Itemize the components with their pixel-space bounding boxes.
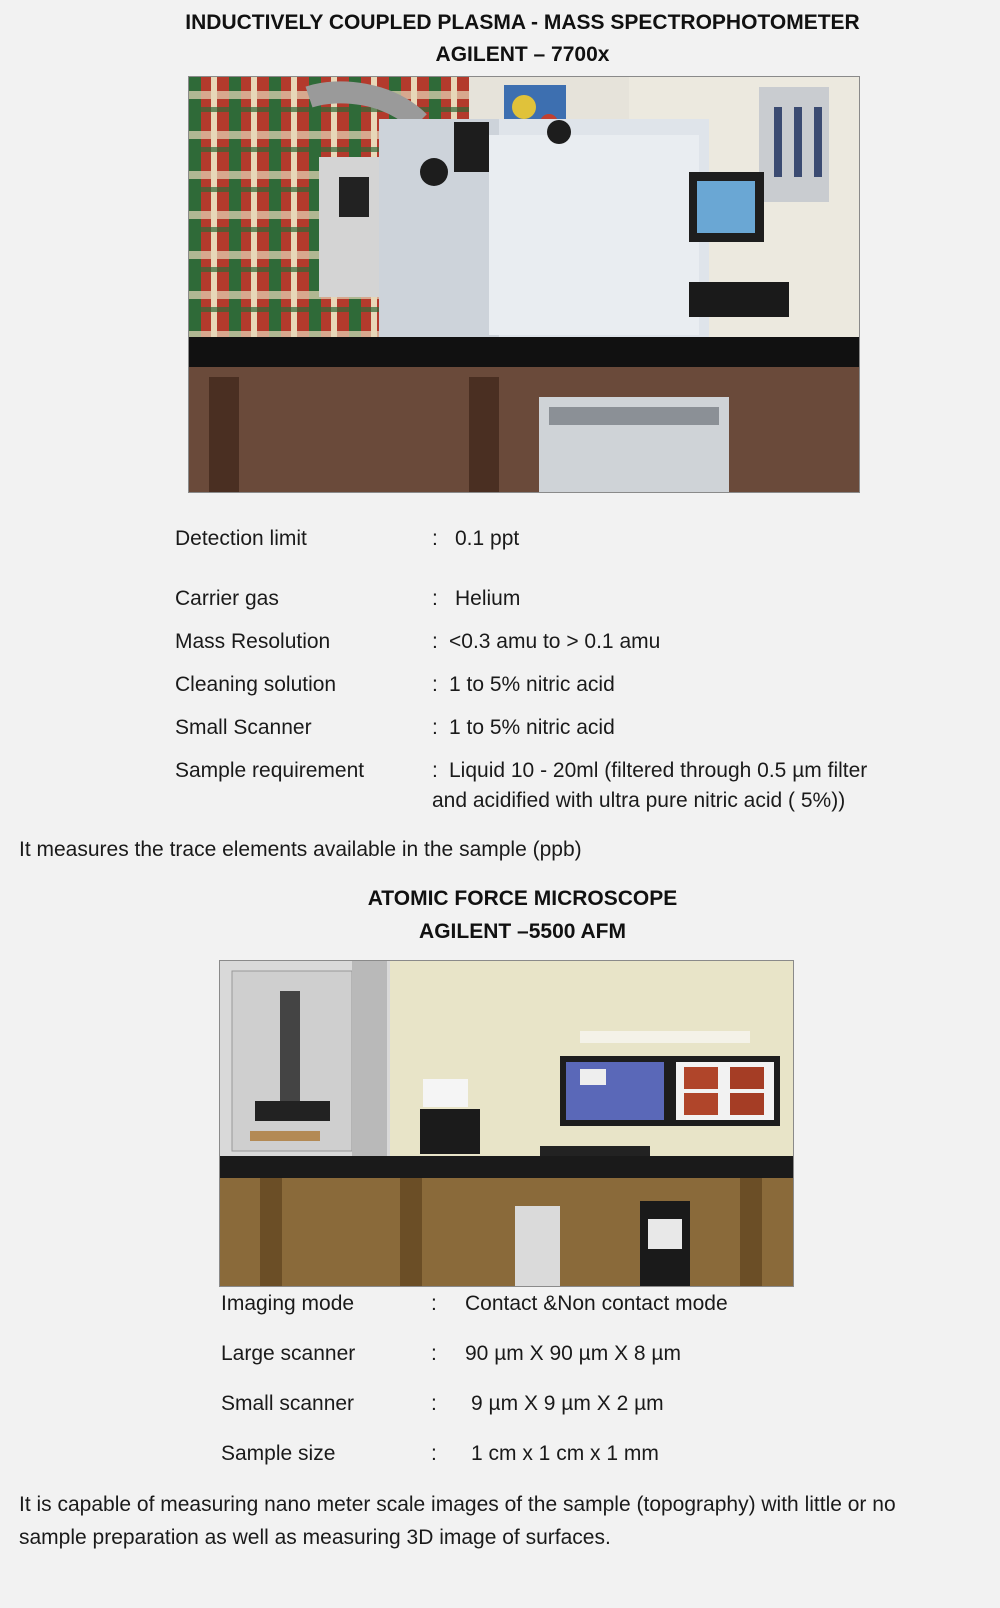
spec-label: Carrier gas bbox=[175, 587, 279, 610]
afm-instrument-photo bbox=[219, 960, 794, 1287]
afm-description-line: It is capable of measuring nano meter scale images of the sample (topography) with little or no bbox=[19, 1493, 896, 1516]
spec-colon: : bbox=[431, 1342, 437, 1365]
spec-colon: : bbox=[432, 716, 438, 739]
spec-value: 1 cm x 1 cm x 1 mm bbox=[471, 1442, 659, 1465]
afm-description-line: sample preparation as well as measuring 3D image of surfaces. bbox=[19, 1526, 611, 1549]
spec-colon: : bbox=[431, 1442, 437, 1465]
spec-colon: : bbox=[432, 759, 438, 782]
icp-ms-instrument-photo bbox=[188, 76, 860, 493]
spec-colon: : bbox=[432, 630, 438, 653]
spec-colon: : bbox=[432, 587, 438, 610]
spec-label: Imaging mode bbox=[221, 1292, 355, 1315]
spec-colon: : bbox=[431, 1392, 437, 1415]
icp-title: INDUCTIVELY COUPLED PLASMA - MASS SPECTROPHOTOMETER bbox=[185, 11, 860, 34]
spec-label: Large scanner bbox=[221, 1342, 356, 1365]
spec-value: 0.1 ppt bbox=[455, 527, 520, 550]
icp-description: It measures the trace elements available in the sample (ppb) bbox=[19, 838, 582, 861]
spec-label: Sample size bbox=[221, 1442, 336, 1465]
spec-value: 90 µm X 90 µm X 8 µm bbox=[465, 1342, 682, 1365]
spec-value: Liquid 10 - 20ml (filtered through 0.5 µm filter bbox=[449, 759, 868, 782]
spec-label: Detection limit bbox=[175, 527, 307, 550]
afm-title: ATOMIC FORCE MICROSCOPE bbox=[367, 887, 678, 910]
spec-colon: : bbox=[431, 1292, 437, 1315]
spec-label: Small Scanner bbox=[175, 716, 312, 739]
spec-value: <0.3 amu to > 0.1 amu bbox=[449, 630, 661, 653]
spec-colon: : bbox=[432, 527, 438, 550]
spec-label: Mass Resolution bbox=[175, 630, 331, 653]
spec-value: 1 to 5% nitric acid bbox=[449, 716, 615, 739]
afm-model: AGILENT –5500 AFM bbox=[419, 920, 626, 943]
spec-value: Contact &Non contact mode bbox=[465, 1292, 728, 1315]
spec-value-continued: and acidified with ultra pure nitric acid ( 5%)) bbox=[432, 789, 846, 812]
spec-value: 9 µm X 9 µm X 2 µm bbox=[471, 1392, 664, 1415]
icp-model: AGILENT – 7700x bbox=[435, 43, 610, 66]
spec-value: Helium bbox=[455, 587, 521, 610]
afm-description bbox=[19, 1488, 896, 1554]
spec-label: Small scanner bbox=[221, 1392, 355, 1415]
spec-value: 1 to 5% nitric acid bbox=[449, 673, 615, 696]
spec-label: Sample requirement bbox=[175, 759, 365, 782]
spec-colon: : bbox=[432, 673, 438, 696]
spec-label: Cleaning solution bbox=[175, 673, 337, 696]
